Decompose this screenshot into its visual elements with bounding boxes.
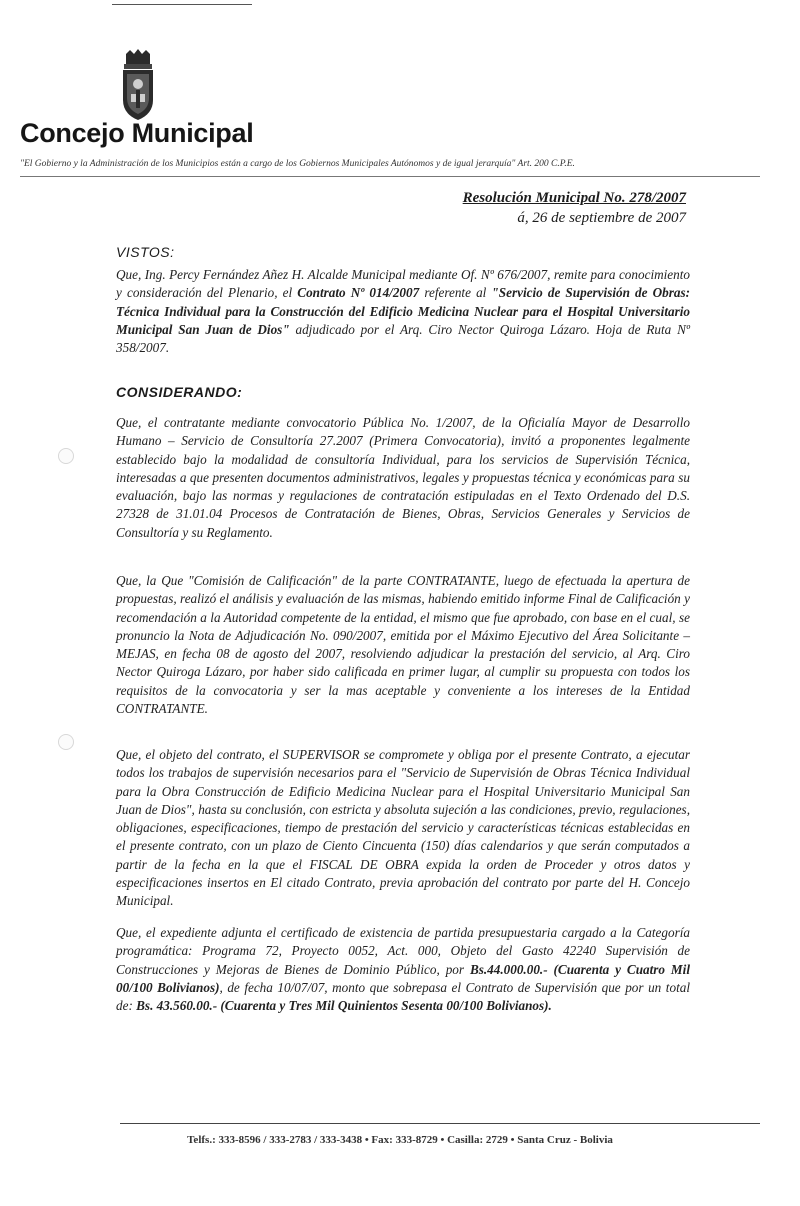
contract-amount: Bs. 43.560.00.- (Cuarenta y Tres Mil Quinientos Sesenta 00/100 Bolivianos). [136, 998, 552, 1014]
header-divider [20, 176, 760, 177]
top-rule [112, 4, 252, 5]
vistos-paragraph [116, 266, 690, 357]
punch-hole [58, 734, 74, 750]
service-title: "Servicio de Supervisión de Obras: Técnica Individual para la Construcción del Edificio Medicina Nuclear para el Hospital Universitario Municipal San Juan de Dios" [116, 285, 690, 337]
budget-text-2: , de fecha 10/07/07, monto que sobrepasa el Contrato de Supervisión que por un total de: [116, 979, 690, 1014]
punch-hole [58, 448, 74, 464]
considerando-heading: CONSIDERANDO: [116, 384, 243, 400]
organization-title: Concejo Municipal [20, 118, 254, 148]
budget-paragraph [116, 924, 690, 1015]
vistos-heading: VISTOS: [116, 244, 175, 260]
resolution-number: Resolución Municipal No. 278/2007 [462, 190, 686, 206]
coat-of-arms-icon [118, 48, 158, 128]
footer-divider [120, 1123, 760, 1124]
resolution-date: á, 26 de septiembre de 2007 [517, 210, 686, 226]
contract-number: Contrato Nº 014/2007 [297, 285, 420, 301]
motto-quote: "El Gobierno y la Administración de los Municipios están a cargo de los Gobiernos Municipales Autónomos y de igual jerarquía" Art. 200 C.P.E. [20, 159, 575, 169]
footer-contact: Telfs.: 333-8596 / 333-2783 / 333-3438 • Fax: 333-8729 • Casilla: 2729 • Santa Cruz - Bolivia [187, 1134, 613, 1146]
budget-text-1: Que, el expediente adjunta el certificado de existencia de partida presupuestaria cargado a la Categoría programática: Programa 72, Proyecto 0052, Act. 000, Objeto del Gasto 42240 Supervisión de Construcciones y Mejoras de Bienes de Dominio Público, por [116, 925, 690, 977]
considerando-paragraph-1: Que, el contratante mediante convocatorio Pública No. 1/2007, de la Oficialía Mayor de Desarrollo Humano – Servicio de Consultoría 27.2007 (Primera Convocatoria), invitó a proponentes legalmente establecido bajo la modalidad de consultoría Individual, para los servicios de Supervisión Técnica, interesadas a que presenten documentos administrativos, legales y propuestas técnica y económicas para su evaluación, bajo las normas y regulaciones de contratación estipuladas en el Texto Ordenado del D.S. 27328 de 31.01.04 Procesos de Contratación de Bienes, Obras, Servicios Generales y Servicios de Consultoría y su Reglamento. [116, 415, 690, 540]
vistos-text-1: Que, Ing. Percy Fernández Añez H. Alcalde Municipal mediante Of. Nº 676/2007, remite para conocimiento y consideración del Plenario, el [116, 267, 690, 301]
considerando-paragraph-3: Que, el objeto del contrato, el SUPERVISOR se compromete y obliga por el presente Contrato, a ejecutar todos los trabajos de supervisión necesarios para el "Servicio de Supervisión de Obras Técnica Individual para la Obra Construcción de Edificio Medicina Nuclear para el Hospital Universitario Municipal San Juan de Dios", hasta su conclusión, con estricta y absoluta sujeción a las condiciones, previo, regulaciones, obligaciones, especificaciones, tiempo de prestación del servicio y características técnicas establecidas en el presente contrato, con un plazo de Ciento Cincuenta (150) días calendarios y que serán computados a partir de la fecha en la que el FISCAL DE OBRA expida la orden de Proceder y otros datos y especificaciones insertos en El citado Contrato, previa aprobación del contrato por parte del H. Concejo Municipal. [116, 747, 690, 909]
vistos-text-2: referente al [419, 285, 492, 301]
considerando-paragraph-2: Que, la Que "Comisión de Calificación" de la parte CONTRATANTE, luego de efectuada la apertura de propuestas, realizó el análisis y evaluación de las mismas, habiendo emitido informe Final de Calificación y recomendación a la Autoridad competente de la entidad, el mismo que fue aprobado, con base en el cual, se pronuncio la Nota de Adjudicación No. 090/2007, emitida por el Máximo Ejecutivo del Área Solicitante – MEJAS, en fecha 08 de agosto del 2007, resolviendo adjudicar la prestación del servicio, al Arq. Ciro Nector Quiroga Lázaro, por haber sido calificada en primer lugar, al cumplir su propuesta con todos los requisitos de la convocatoria y ser la mas aceptable y conveniente a los intereses de la Entidad CONTRATANTE. [116, 573, 690, 717]
vistos-text-3: adjudicado por el Arq. Ciro Nector Quiroga Lázaro. Hoja de Ruta Nº 358/2007. [116, 321, 690, 356]
budget-amount: Bs.44.000.00.- (Cuarenta y Cuatro Mil 00/100 Bolivianos) [116, 961, 690, 995]
